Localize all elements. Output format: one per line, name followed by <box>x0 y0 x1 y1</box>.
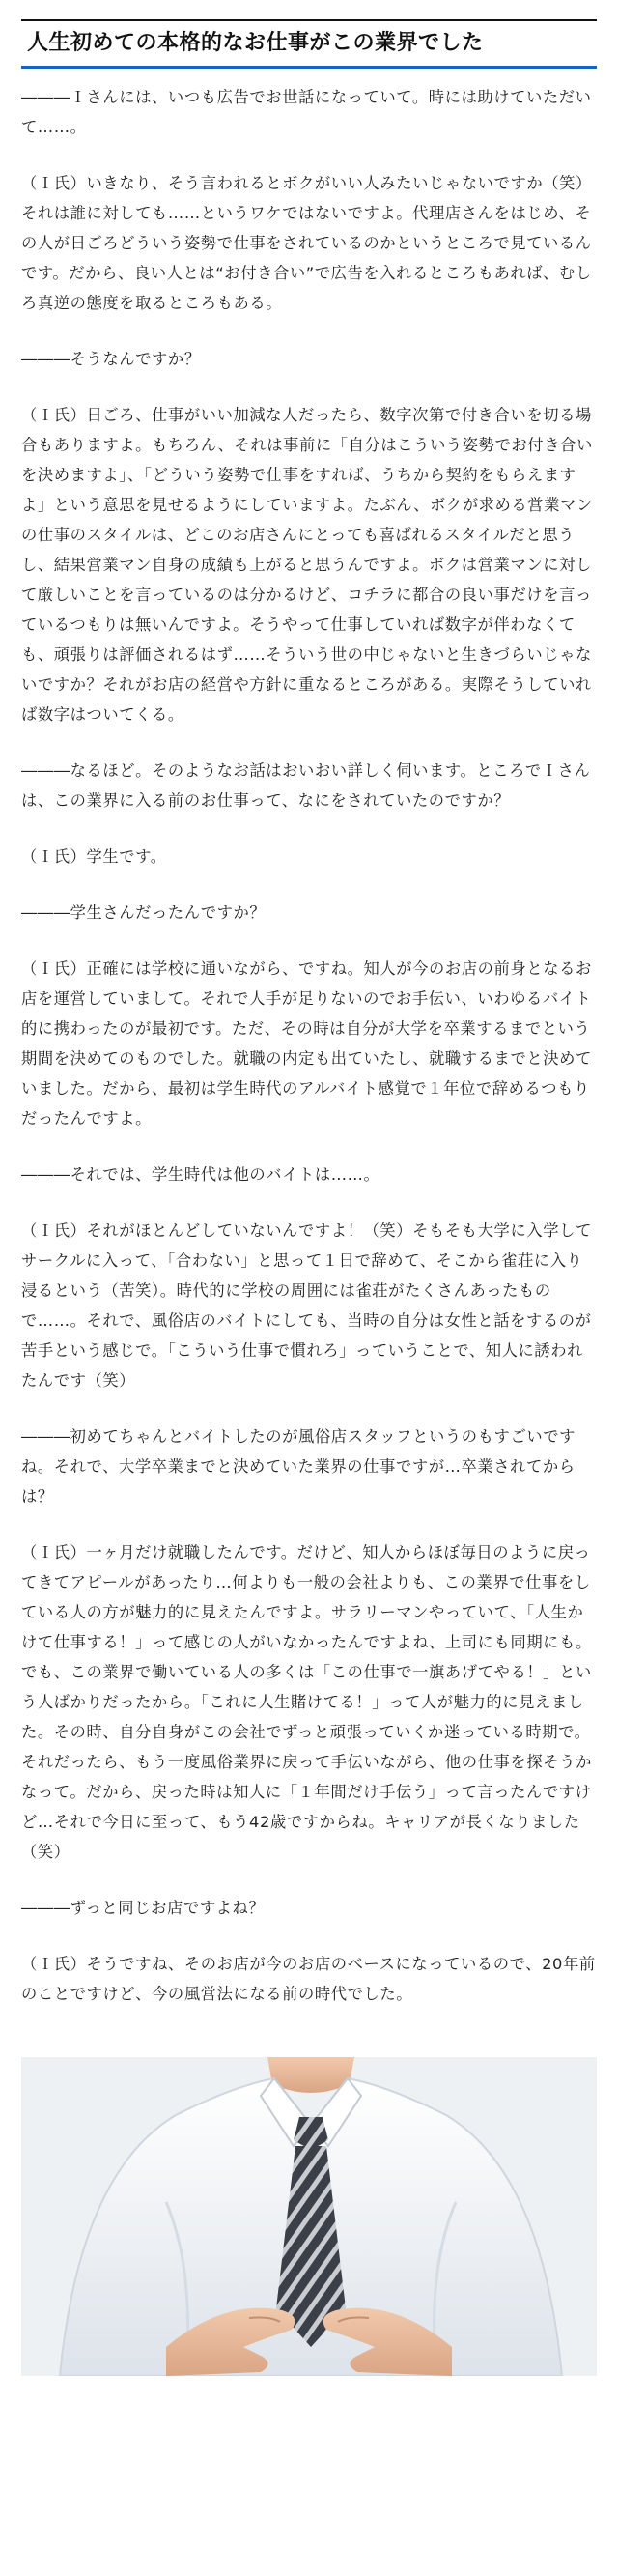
interview-answer: （Ｉ氏）正確には学校に通いながら、ですね。知人が今のお店の前身となるお店を運営していまして。それで人手が足りないのでお手伝い、いわゆるバイト的に携わったのが最初です。ただ、その時は自分が大学を卒業するまでという期間を決めてのものでした。就職の内定も出ていたし、就職するまでと決めていました。だから、最初は学生時代のアルバイト感覚で１年位で辞めるつもりだったんですよ。 <box>21 959 592 1128</box>
interview-answer: （Ｉ氏）それがほとんどしていないんですよ！（笑）そもそも大学に入学してサークルに入って、「合わない」と思って１日で辞めて、そこから雀荘に入り浸るという（苦笑）。時代的に学校の周囲には雀荘がたくさんあったもので……。それで、風俗店のバイトにしても、当時の自分は女性と話をするのが苦手という感じで。「こういう仕事で慣れろ」っていうことで、知人に誘われたんです（笑） <box>21 1220 592 1389</box>
interview-question: ―――ずっと同じお店ですよね？ <box>21 1898 266 1917</box>
businessman-photo <box>21 2057 597 2376</box>
interview-answer: （Ｉ氏）そうですね、そのお店が今のお店のベースになっているので、20年前のことですけど、今の風営法になる前の時代でした。 <box>21 1954 596 2003</box>
interview-answer: （Ｉ氏）日ごろ、仕事がいい加減な人だったら、数字次第で付き合いを切る場合もありますよ。もちろん、それは事前に「自分はこういう姿勢でお付き合いを決めますよ」、「どういう姿勢で仕事をすれば、うちから契約をもらえますよ」という意思を見せるようにしていますよ。たぶん、ボクが求める営業マンの仕事のスタイルは、どこのお店さんにとっても喜ばれるスタイルだと思うし、結果営業マン自身の成績も上がると思うんですよ。ボクは営業マンに対して厳しいことを言っているのは分かるけど、コチラに都合の良い事だけを言っているつもりは無いんですよ。そうやって仕事していれば数字が伴わなくても、頑張りは評価されるはず……そういう世の中じゃないと生きづらいじゃないですか？それがお店の経営や方針に重なるところがある。実際そうしていれば数字はついてくる。 <box>21 405 593 724</box>
interview-question: ―――Ｉさんには、いつも広告でお世話になっていて。時には助けていただいて……。 <box>21 87 592 136</box>
interview-answer: （Ｉ氏）いきなり、そう言われるとボクがいい人みたいじゃないですか（笑）それは誰に対しても……というワケではないですよ。代理店さんをはじめ、その人が日ごろどういう姿勢で仕事をされているのかというところで見ているんです。だから、良い人とは“お付き合い”で広告を入れるところもあれば、むしろ真逆の態度を取るところもある。 <box>21 173 592 312</box>
interview-question: ―――それでは、学生時代は他のバイトは……。 <box>21 1164 380 1184</box>
interview-question: ―――なるほど。そのようなお話はおいおい詳しく伺います。ところでＩさんは、この業界に入る前のお仕事って、なにをされていたのですか？ <box>21 760 591 810</box>
interview-question: ―――学生さんだったんですか？ <box>21 902 267 922</box>
heading-box <box>21 19 597 69</box>
interview-question: ―――そうなんですか？ <box>21 349 201 368</box>
article-title: 人生初めての本格的なお仕事がこの業界でした <box>27 31 484 55</box>
interview-question: ―――初めてちゃんとバイトしたのが風俗店スタッフというのもすごいですね。それで、大学卒業までと決めていた業界の仕事ですが…卒業されてからは？ <box>21 1426 576 1505</box>
interview-answer: （Ｉ氏）学生です。 <box>21 846 167 866</box>
businessman-illustration <box>21 2057 597 2376</box>
interview-answer: （Ｉ氏）一ヶ月だけ就職したんです。だけど、知人からほぼ毎日のように戻ってきてアピールがあったり…何よりも一般の会社よりも、この業界で仕事をしている人の方が魅力的に見えたんですよ。サラリーマンやっていて、「人生かけて仕事する！」って感じの人がいなかったんですよね、上司にも同期にも。でも、この業界で働いている人の多くは「この仕事で一旗あげてやる！」という人ばかりだったから。「これに人生賭けてる！」って人が魅力的に見えました。その時、自分自身がこの会社でずっと頑張っていくか迷っている時期で。それだったら、もう一度風俗業界に戻って手伝いながら、他の仕事を探そうかなって。だから、戻った時は知人に「１年間だけ手伝う」って言ったんですけど…それで今日に至って、もう42歳ですからね。キャリアが長くなりました（笑） <box>21 1542 592 1861</box>
